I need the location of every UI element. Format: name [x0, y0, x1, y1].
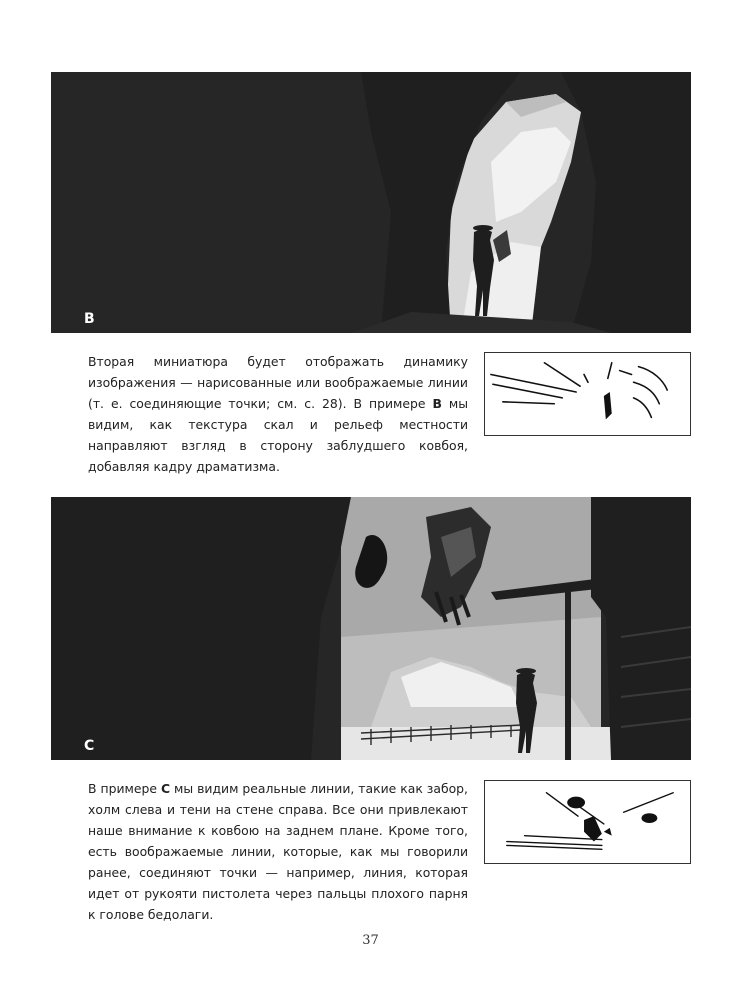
paragraph-b-text-1: Вторая миниатюра будет отображать динамику изображения — нарисованные или воображаемые линии (т. е. соединяющие точки; см. с. 28). В примере — [88, 354, 468, 411]
paragraph-b-text-2: мы видим, как текстура скал и рельеф местности направляют взгляд в сторону заблудшего ковбоя, добавляя кадру драматизма. — [88, 396, 468, 474]
paragraph-c-text-1: В примере — [88, 781, 161, 796]
paragraph-b — [88, 351, 468, 477]
paragraph-c-bold: C — [160, 781, 171, 796]
thumbnail-c-lines — [485, 781, 690, 863]
thumbnail-c — [484, 780, 691, 864]
paragraph-b-bold: B — [432, 396, 442, 411]
paragraph-c — [88, 778, 468, 925]
panel-letter-c: C — [84, 738, 95, 754]
page-number: 37 — [362, 933, 379, 948]
illustration-panel-c — [51, 497, 691, 760]
illustration-panel-b — [51, 72, 691, 333]
panel-letter-b: B — [84, 311, 95, 327]
paragraph-c-text-2: мы видим реальные линии, такие как забор, холм слева и тени на стене справа. Все они привлекают наше внимание к ковбою на заднем плане. Кроме того, есть воображаемые линии, которые, как мы говорили ранее, соединяют точки — например, линия, которая идет от рукояти пистолета через пальцы плохого парня к голове бедолаги. — [88, 781, 468, 922]
canyon-cowboy-drawing — [51, 72, 691, 333]
gun-cowboy-drawing — [51, 497, 691, 760]
thumbnail-b-lines — [485, 353, 690, 435]
thumbnail-b — [484, 352, 691, 436]
